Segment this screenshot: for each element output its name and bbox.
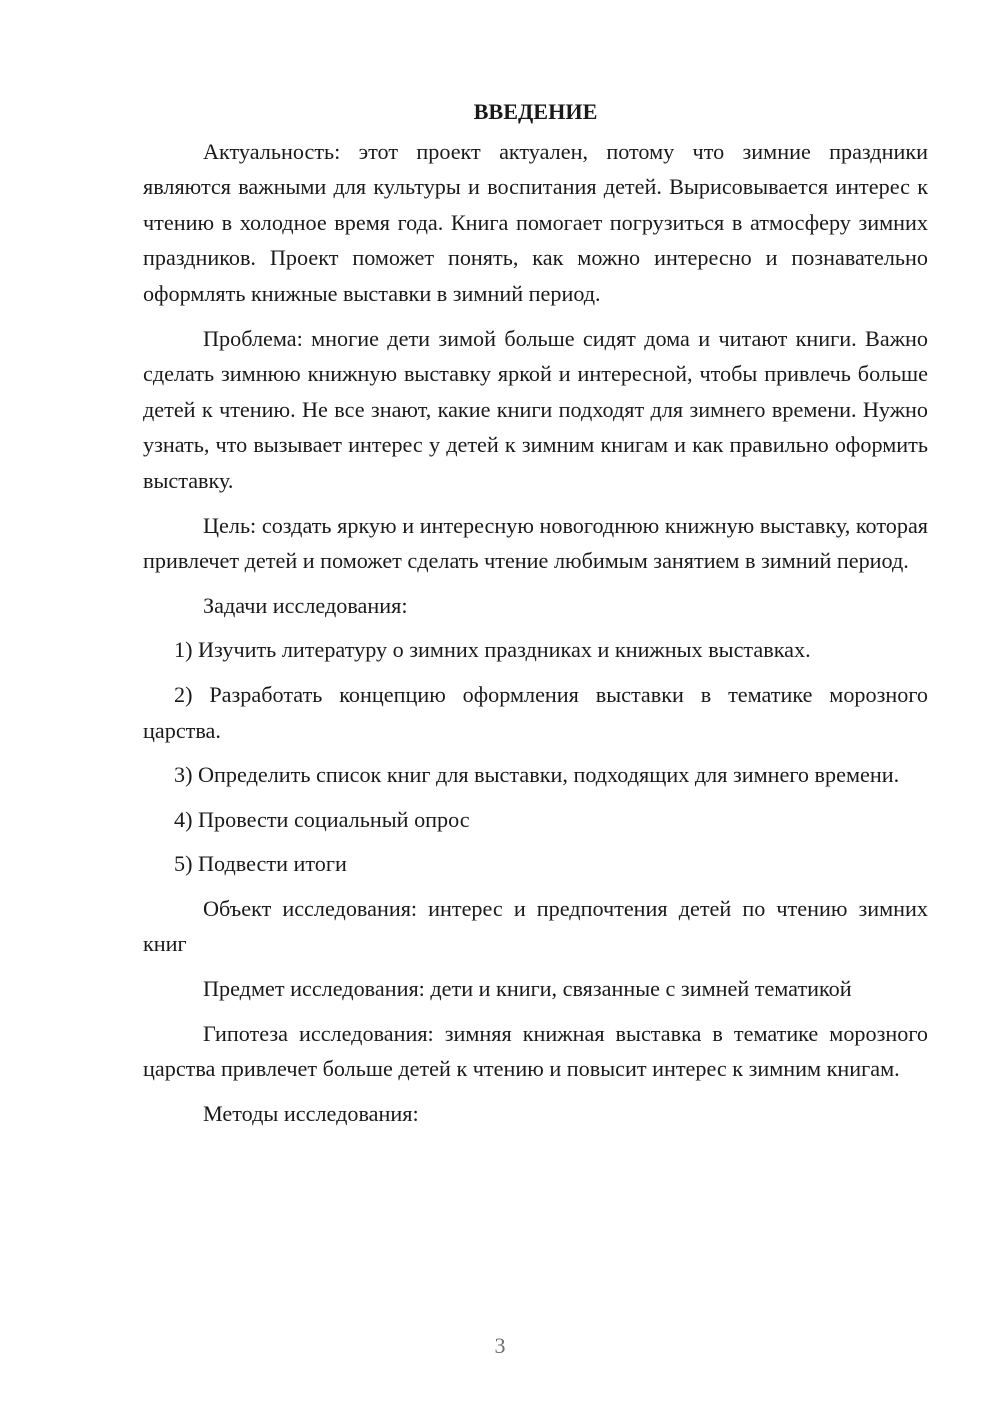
goal-paragraph: Цель: создать яркую и интересную новогоднюю книжную выставку, которая привлечет детей и поможет сделать чтение любимым занятием в зимний период. [143,512,928,574]
document-page [143,94,928,1140]
hypothesis-paragraph: Гипотеза исследования: зимняя книжная выставка в тематике морозного царства привлечет больше детей к чтению и повысит интерес к зимним книгам. [143,1020,928,1082]
subject-paragraph: Предмет исследования: дети и книги, связанные с зимней тематикой [203,976,852,1002]
object-paragraph: Объект исследования: интерес и предпочтения детей по чтению зимних книг [143,895,928,957]
task-item-2: 2) Разработать концепцию оформления выставки в тематике морозного царства. [143,681,928,743]
relevance-paragraph: Актуальность: этот проект актуален, потому что зимние праздники являются важными для культуры и воспитания детей. Вырисовывается интерес к чтению в холодное время года. Книга помогает погрузиться в атмосферу зимних праздников. Проект поможет понять, как можно интересно и познавательно оформлять книжные выставки в зимний период. [143,138,928,306]
task-item-5: 5) Подвести итоги [174,851,347,877]
methods-heading: Методы исследования: [203,1100,419,1126]
tasks-heading: Задачи исследования: [203,592,408,618]
task-item-4: 4) Провести социальный опрос [174,806,470,832]
problem-paragraph: Проблема: многие дети зимой больше сидят дома и читают книги. Важно сделать зимнюю книжную выставку яркой и интересной, чтобы привлечь больше детей к чтению. Не все знают, какие книги подходят для зимнего времени. Нужно узнать, что вызывает интерес у детей к зимним книгам и как правильно оформить выставку. [143,325,928,493]
task-item-1: 1) Изучить литературу о зимних праздниках и книжных выставках. [174,637,811,663]
task-item-3: 3) Определить список книг для выставки, подходящих для зимнего времени. [174,762,900,788]
page-number: 3 [494,1333,506,1358]
section-heading: ВВЕДЕНИЕ [473,99,598,124]
